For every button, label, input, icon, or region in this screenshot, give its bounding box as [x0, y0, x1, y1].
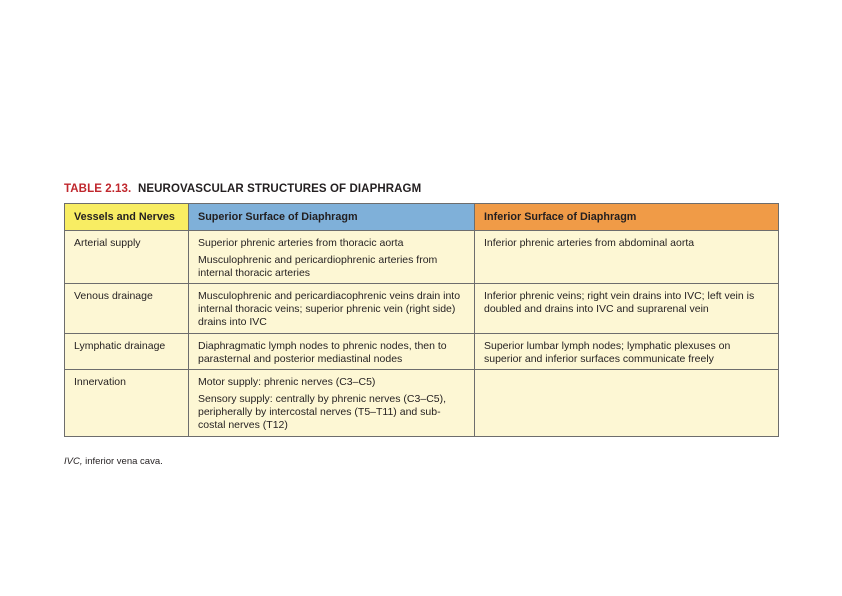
- superior-cell-text: Musculophrenic and pericardiophrenic arteries from internal thoracic arteries: [198, 253, 438, 279]
- superior-surface-cell: [189, 370, 475, 436]
- footnote: [64, 456, 163, 467]
- table-caption: [64, 183, 421, 195]
- table-number: TABLE 2.13.: [64, 183, 132, 195]
- table-row: [65, 370, 779, 436]
- superior-cell-text: Musculophrenic and pericardiacophrenic veins drain into internal thoracic veins; superior phrenic vein (right side) drains into IVC: [198, 290, 461, 328]
- row-label-cell: Innervation: [65, 370, 189, 436]
- row-label-cell: Arterial supply: [65, 231, 189, 284]
- row-label-cell: Venous drainage: [65, 284, 189, 333]
- inferior-surface-cell: [475, 333, 779, 370]
- inferior-surface-cell: [475, 284, 779, 333]
- superior-surface-cell: [189, 333, 475, 370]
- superior-surface-cell: [189, 284, 475, 333]
- header-vessels-nerves: Vessels and Nerves: [65, 204, 189, 231]
- superior-cell-text: Sensory supply: centrally by phrenic nerves (C3–C5), peripherally by intercostal nerves (T5–T11) and sub-costal nerves (T12): [198, 393, 447, 431]
- superior-cell-text: Superior phrenic arteries from thoracic aorta: [198, 237, 404, 249]
- row-label-cell: Lymphatic drainage: [65, 333, 189, 370]
- inferior-cell-text: Inferior phrenic veins; right vein drains into IVC; left vein is doubled and drains into IVC and suprarenal vein: [484, 290, 755, 316]
- footnote-abbreviation: IVC,: [64, 456, 83, 467]
- table-header-row: [65, 204, 779, 231]
- superior-cell-text: Motor supply: phrenic nerves (C3–C5): [198, 376, 376, 389]
- table-row: [65, 284, 779, 333]
- inferior-cell-text: Inferior phrenic arteries from abdominal aorta: [484, 237, 695, 249]
- header-inferior-surface: Inferior Surface of Diaphragm: [475, 204, 779, 231]
- superior-surface-cell: [189, 231, 475, 284]
- superior-cell-text: Diaphragmatic lymph nodes to phrenic nodes, then to parasternal and posterior mediastinal nodes: [198, 339, 447, 365]
- neurovascular-table: [64, 203, 779, 437]
- table-body: [65, 231, 779, 437]
- inferior-cell-text: Superior lumbar lymph nodes; lymphatic plexuses on superior and inferior surfaces communicate freely: [484, 339, 731, 365]
- table-row: [65, 333, 779, 370]
- inferior-surface-cell: [475, 231, 779, 284]
- table-row: [65, 231, 779, 284]
- footnote-text: inferior vena cava.: [82, 456, 163, 467]
- table-title: NEUROVASCULAR STRUCTURES OF DIAPHRAGM: [137, 183, 422, 195]
- header-superior-surface: Superior Surface of Diaphragm: [189, 204, 475, 231]
- inferior-surface-cell: [475, 370, 779, 436]
